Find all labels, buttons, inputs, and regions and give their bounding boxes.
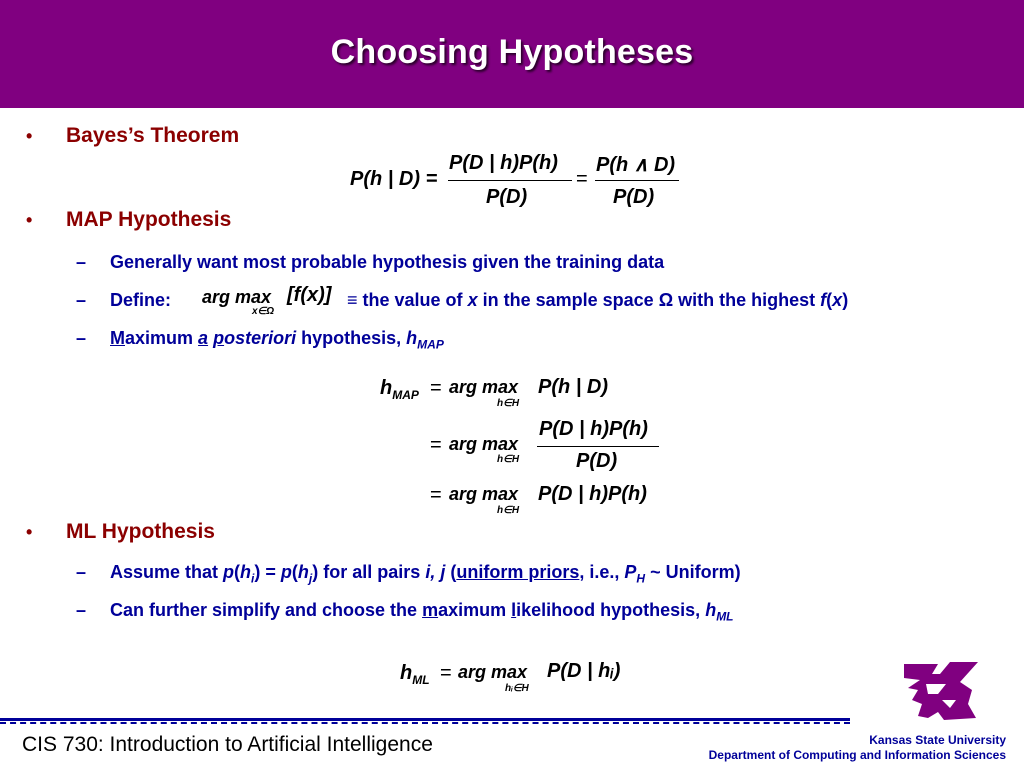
var-h: h [705,600,717,620]
text-span: ( [450,562,457,582]
bullet-ml-label: ML Hypothesis [66,520,215,543]
product: P(D | h)P(h) [538,483,647,505]
text-span: with the highest [678,290,816,310]
subscript: i [251,571,255,586]
equiv-symbol: ≡ [347,290,358,310]
bayes-numerator-1: P(D | h)P(h) [449,152,558,174]
argmax-1: arg max [449,377,519,397]
bullet-map-label: MAP Hypothesis [66,208,232,231]
text-span: Assume that [110,562,219,582]
ml-sub-2 [76,600,734,624]
text-span: ikelihood hypothesis, [516,600,701,620]
dash-icon: – [76,562,87,582]
omega-symbol: Ω [658,290,674,310]
var-p: p [223,562,235,582]
argmax-3: arg max [449,484,519,504]
p-h-given-d: P(h | D) [538,376,609,398]
subscript: H [636,571,646,586]
dash-icon: – [76,328,87,348]
bayes-denominator-2: P(D) [613,186,655,208]
var-P: P [624,562,637,582]
define-label: Define: [110,290,172,310]
var-h: h [400,662,413,684]
fraction-bar [448,180,572,181]
var-h: h [406,328,418,348]
equals: = [430,484,442,506]
bullet-dot-icon: • [26,126,33,146]
var-p: p [280,562,292,582]
argmax-sub-omega: x∈Ω [252,306,275,317]
bullet-dot-icon: • [26,210,33,230]
footer-rule-dashed [0,722,850,724]
bayes-equals: = [576,168,588,190]
hmap-lhs [380,377,419,402]
text-span: in the sample space [482,290,654,310]
text-span: ~ Uniform) [650,562,741,582]
equals: = [440,662,452,684]
denominator: P(D) [576,450,618,472]
slide-title: Choosing Hypotheses [330,33,694,71]
map-sub-2 [76,290,172,311]
underlined-letter: a [198,328,209,348]
argmax-text: arg max [202,287,272,307]
argmax-sub-ml: hᵢ∈H [505,683,529,694]
text-span: the value of [362,290,463,310]
text-span: aximum [438,600,507,620]
subscript: ML [716,609,734,624]
hml-lhs [400,662,430,687]
numerator: P(D | h)P(h) [539,418,648,440]
bullet-map [26,208,232,232]
fraction-bar [595,180,679,181]
argmax-2: arg max [449,434,519,454]
p-d-given-hi: P(D | hᵢ) [547,660,621,682]
subscript: j [308,571,313,586]
text-span: , i.e., [579,562,620,582]
underlined-letter: M [110,328,125,348]
var-h: h [380,377,393,399]
paren: ) [842,290,849,310]
equals: = [430,434,442,456]
bayes-numerator-2: P(h ∧ D) [596,154,676,176]
underlined-text: uniform priors [456,562,580,582]
subscript: MAP [392,388,419,402]
subscript: ML [412,673,430,687]
var-x: x [832,290,843,310]
argmax-inline [202,287,271,308]
argmax-sub-3: h∈H [497,505,520,516]
footer-rule [0,718,850,721]
argmax-ml: arg max [458,662,528,682]
bullet-bayes-label: Bayes’s Theorem [66,124,240,147]
map-sub-3 [76,328,444,352]
course-title: CIS 730: Introduction to Artificial Intelligence [22,733,433,756]
bullet-ml [26,520,215,544]
text-span: Can further simplify and choose the [110,600,418,620]
bayes-denominator-1: P(D) [486,186,528,208]
paren: ( [826,290,833,310]
text-span: ) for all pairs [312,562,421,582]
dash-icon: – [76,290,87,310]
underlined-letter: p [213,328,225,348]
map-sub-1-text: Generally want most probable hypothesis given the training data [110,252,665,272]
var-f: f [820,290,827,310]
var-x: x [467,290,478,310]
map-sub-2-rest [347,290,848,311]
university-name: Kansas State University [869,733,1006,747]
argmax-sub-1: h∈H [497,398,520,409]
subscript: MAP [417,337,444,352]
underlined-letter: m [422,600,439,620]
department-name: Department of Computing and Information Sciences [708,748,1006,762]
fraction-bar [537,446,659,447]
argmax-sub-2: h∈H [497,454,520,465]
underlined-letter: l [511,600,517,620]
wildcat-logo-icon [898,660,984,724]
bullet-dot-icon: • [26,522,33,542]
var-h: h [240,562,252,582]
text-span: osteriori [224,328,297,348]
var-ij: i, j [425,562,446,582]
argmax-fx: [f(x)] [287,284,332,306]
equals: = [430,377,442,399]
title-bar [0,0,1024,108]
map-sub-1 [76,252,665,273]
bullet-bayes [26,124,240,148]
bayes-lhs: P(h | D) = [350,168,438,190]
ml-sub-1: – Assume that $p(h_i) = p(h_j)$ for all pairs i, j (uniform priors, i.e., $P_H$ ~ Uniform) [76,562,741,586]
dash-icon: – [76,252,87,272]
dash-icon: – [76,600,87,620]
var-h: h [297,562,309,582]
text-span: hypothesis, [301,328,402,348]
text-span: aximum [125,328,194,348]
text-span: ) = [254,562,276,582]
